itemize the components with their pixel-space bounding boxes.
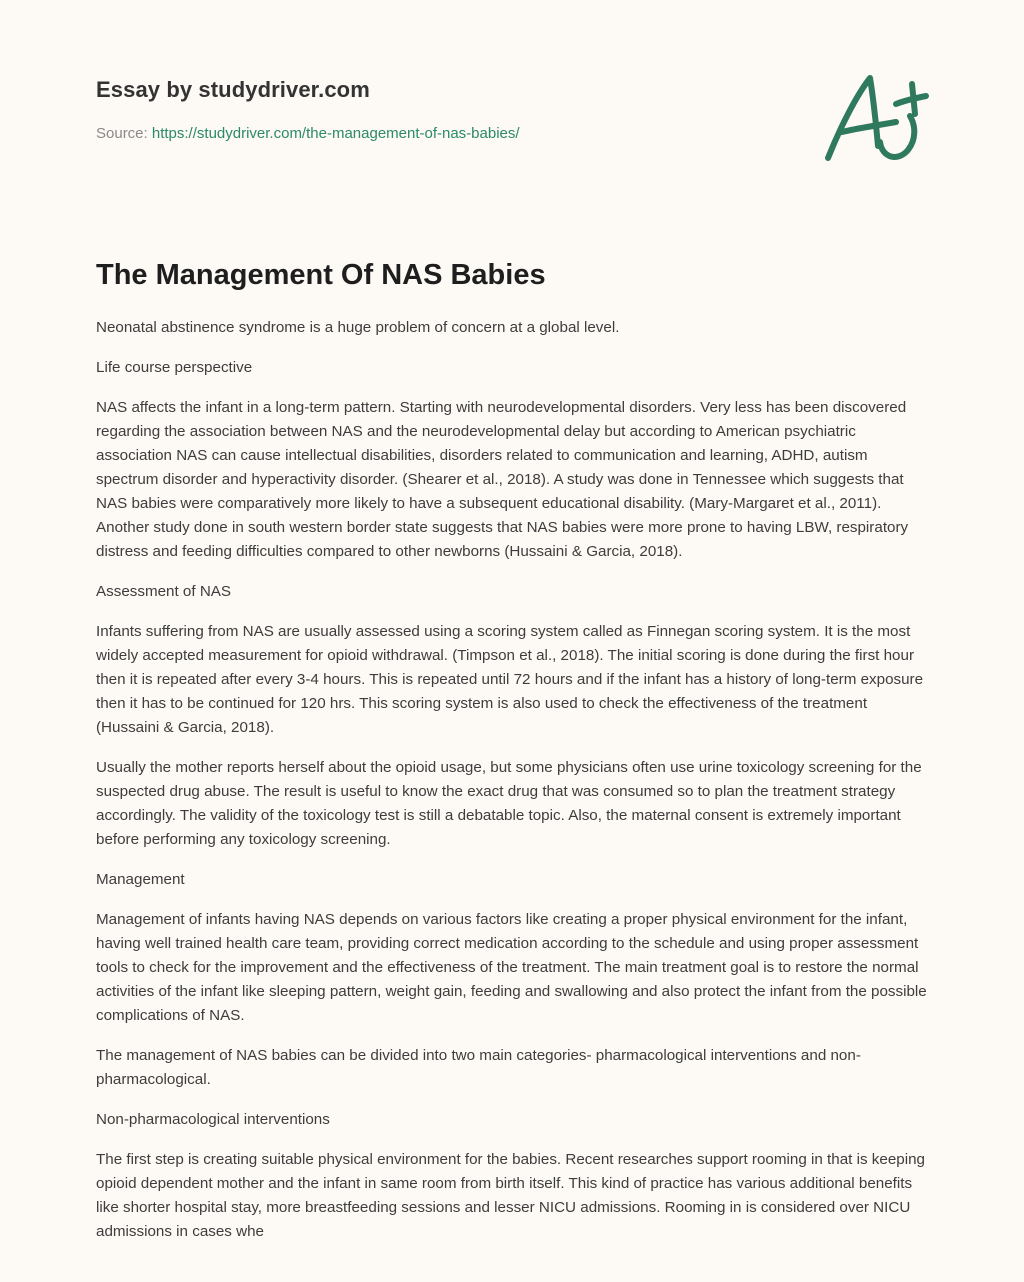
paragraph-non-pharmacological: The first step is creating suitable physical environment for the babies. Recent researches support rooming in that is keeping opioid dependent mother and the infant in same room from birth itself. This kind of practice has various additional benefits like shorter hospital stay, more breastfeeding sessions and lesser NICU admissions. Rooming in is considered over NICU admissions in cases whe <box>96 1151 925 1240</box>
site-title: Essay by studydriver.com <box>96 77 370 102</box>
document-title: The Management Of NAS Babies <box>96 259 546 291</box>
paragraph-assessment: Infants suffering from NAS are usually assessed using a scoring system called as Finnegan scoring system. It is the most widely accepted measurement for opioid withdrawal. (Timpson et al., 2018). The initial scoring is done during the first hour then it is repeated after every 3-4 hours. This is repeated until 72 hours and if the infant has a history of long-term exposure then it has to be continued for 120 hrs. This scoring system is also used to check the effectiveness of the treatment (Hussaini & Garcia, 2018). <box>96 623 924 736</box>
paragraph-toxicology: Usually the mother reports herself about the opioid usage, but some physicians often use urine toxicology screening for the suspected drug abuse. The result is useful to know the exact drug that was consumed so to plan the treatment strategy accordingly. The validity of the toxicology test is still a debatable topic. Also, the maternal consent is extremely important before performing any toxicology screening. <box>96 759 922 848</box>
source-label: Source: <box>96 125 148 142</box>
source-line <box>96 124 796 144</box>
source-link[interactable]: https://studydriver.com/the-management-of-nas-babies/ <box>151 125 520 142</box>
section-heading-management: Management <box>96 871 185 888</box>
paragraph-intro: Neonatal abstinence syndrome is a huge problem of concern at a global level. <box>96 319 620 336</box>
paragraph-categories: The management of NAS babies can be divided into two main categories- pharmacological interventions and non-pharmacological. <box>96 1047 861 1088</box>
section-heading-life-course: Life course perspective <box>96 359 253 376</box>
paragraph-life-course: NAS affects the infant in a long-term pattern. Starting with neurodevelopmental disorders. Very less has been discovered regarding the association between NAS and the neurodevelopmental delay but according to American psychiatric association NAS can cause intellectual disabilities, disorders related to communication and learning, ADHD, autism spectrum disorder and hyperactivity disorder. (Shearer et al., 2018). A study was done in Tennessee which suggests that NAS babies were comparatively more likely to have a subsequent educational disability. (Mary-Margaret et al., 2011). Another study done in south western border state suggests that NAS babies were more prone to having LBW, respiratory distress and feeding difficulties compared to other newborns (Hussaini & Garcia, 2018). <box>96 399 909 560</box>
a-plus-grade-icon <box>818 62 930 168</box>
page-header <box>96 74 796 144</box>
paragraph-management: Management of infants having NAS depends on various factors like creating a proper physical environment for the infant, having well trained health care team, providing correct medication according to the schedule and using proper assessment tools to check for the improvement and the effectiveness of the treatment. The main treatment goal is to restore the normal activities of the infant like sleeping pattern, weight gain, feeding and swallowing and also protect the infant from the possible complications of NAS. <box>96 911 927 1024</box>
section-heading-non-pharmacological: Non-pharmacological interventions <box>96 1111 330 1128</box>
section-heading-assessment: Assessment of NAS <box>96 583 232 600</box>
document-body <box>96 316 932 1260</box>
